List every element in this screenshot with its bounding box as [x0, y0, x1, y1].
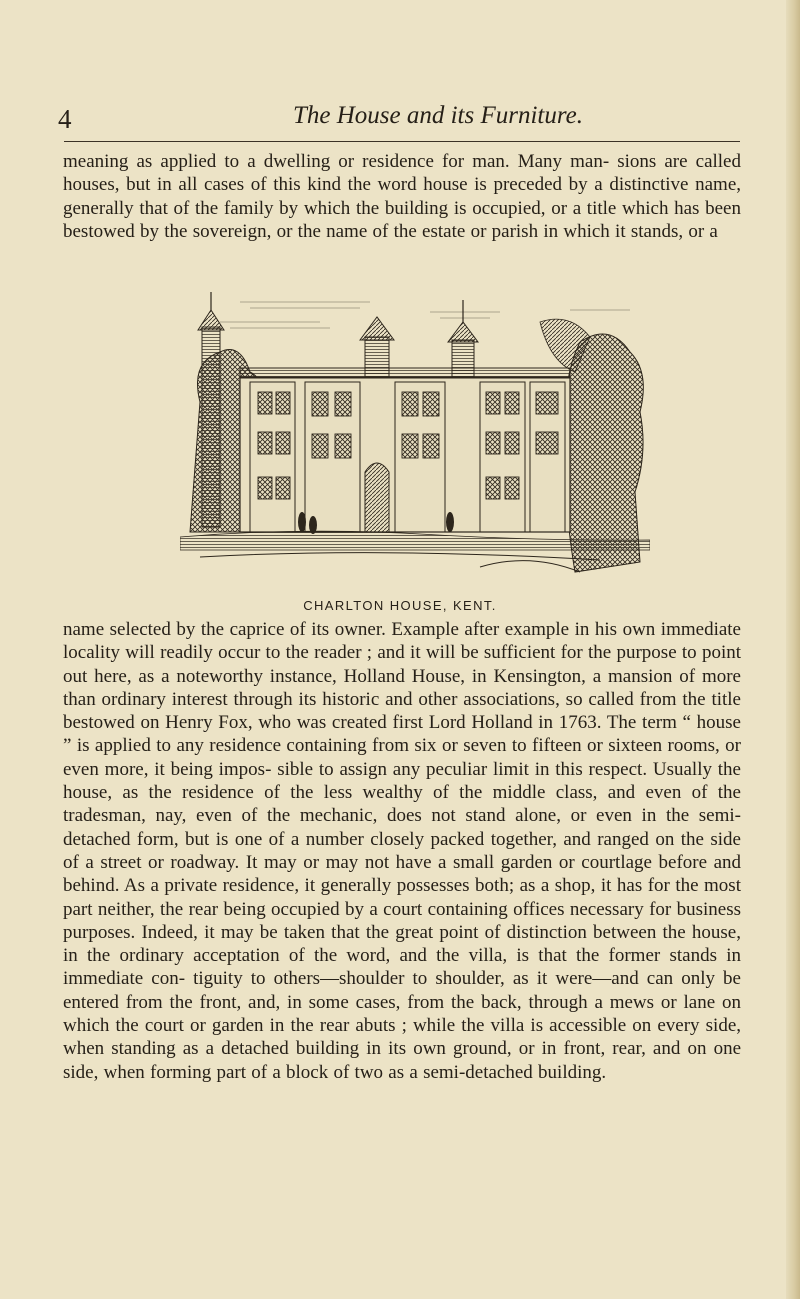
running-title: The House and its Furniture.: [292, 102, 584, 129]
page-header: [58, 104, 738, 144]
page-number: 4: [58, 104, 72, 134]
figure-caption: CHARLTON HOUSE, KENT.: [303, 598, 497, 613]
paragraph-top: meaning as applied to a dwelling or residence for man. Many man- sions are called houses, but in all cases of this kind the word house is preceded by a distinctive name, generally that of the family by which the building is occupied, or a title which has been bestowed by the sovereign, or the name of the estate or parish in which it stands, or a: [63, 151, 741, 242]
engraving-illustration: [180, 282, 650, 592]
paragraph-bottom: name selected by the caprice of its owner. Example after example in his own immediate locality will readily occur to the reader ; and it will be sufficient for the purpose to point out here, as a noteworthy instance, Holland House, in Kensington, a mansion of more than ordinary interest through its historic and other associations, so called from the title bestowed on Henry Fox, who was created first Lord Holland in 1763. The term “ house ” is applied to any residence containing from six or seven to fifteen or sixteen rooms, or even more, it being impos- sible to assign any peculiar limit in this respect. Usually the house, as the residence of the less wealthy of the middle class, and even of the tradesman, nay, even of the mechanic, does not stand alone, or even in the semi-detached form, but is one of a number closely packed together, and ranged on the side of a street or roadway. It may or may not have a small garden or courtlage before and behind. As a private residence, it generally possesses both; as a shop, it has for the most part neither, the rear being occupied by a court containing offices necessary for business purposes. Indeed, it may be taken that the great point of distinction between the house, in the ordinary acceptation of the word, and the villa, is that the former stands in immediate con- tiguity to others—shoulder to shoulder, as it were—and can only be entered from the front, and, in some cases, from the back, through a mews or lane on which the court or garden in the rear abuts ; while the villa is accessible on every side, when standing as a detached building in its own ground, or in front, rear, and on one side, when forming part of a block of two as a semi-detached building.: [63, 619, 741, 1083]
header-rule: [64, 141, 740, 142]
charlton-house-engraving: [180, 282, 650, 592]
page-edge: [786, 0, 800, 1299]
